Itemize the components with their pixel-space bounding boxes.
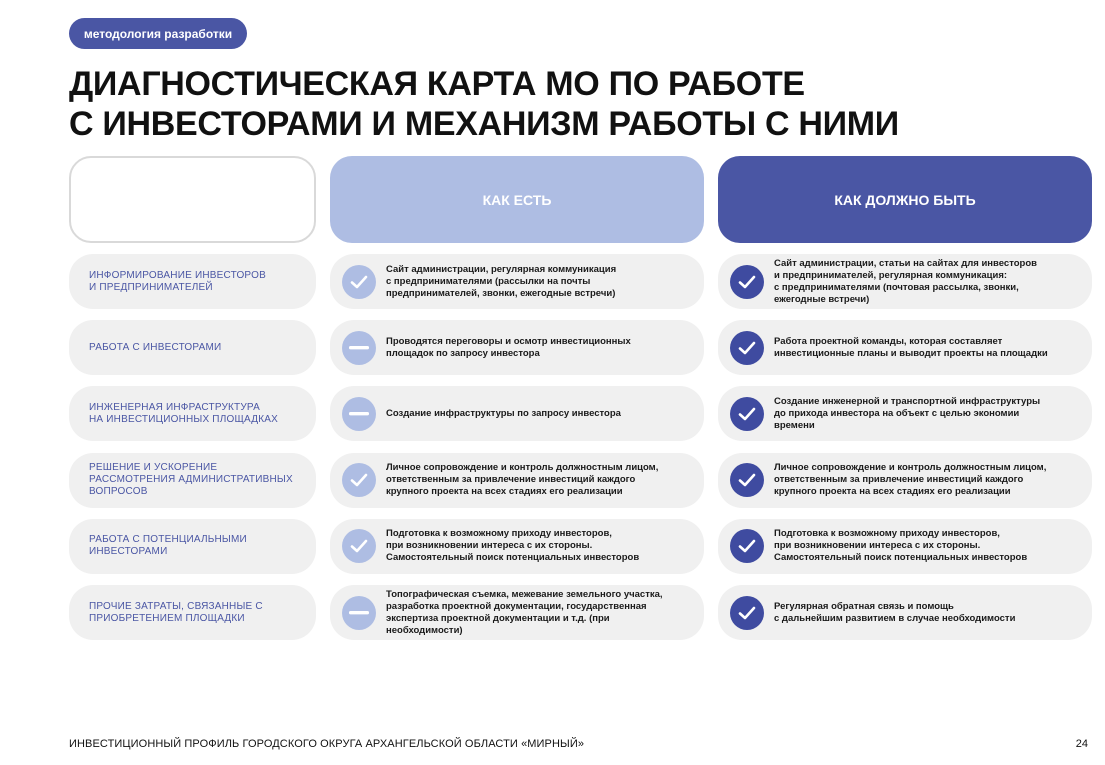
current-state-text	[386, 528, 639, 564]
row-label-line: ПРОЧИЕ ЗАТРАТЫ, СВЯЗАННЫЕ С	[89, 600, 263, 612]
current-state-cell	[330, 585, 704, 640]
current-state-cell	[330, 386, 704, 441]
check-icon	[730, 397, 764, 431]
current-state-text-line: Подготовка к возможному приходу инвесторов,	[386, 528, 612, 540]
target-state-cell	[718, 519, 1092, 574]
page-title-line-2: С ИНВЕСТОРАМИ И МЕХАНИЗМ РАБОТЫ С НИМИ	[69, 105, 899, 143]
current-state-text-line: экспертиза проектной документации и т.д. (при	[386, 612, 610, 624]
target-state-text-line: Самостоятельный поиск потенциальных инвесторов	[774, 552, 1028, 564]
page-number: 24	[1075, 738, 1088, 750]
target-state-text	[774, 396, 1040, 432]
current-state-text-line: крупного проекта на всех стадиях его реализации	[386, 486, 623, 498]
footer-text: ИНВЕСТИЦИОННЫЙ ПРОФИЛЬ ГОРОДСКОГО ОКРУГА АРХАНГЕЛЬСКОЙ ОБЛАСТИ «МИРНЫЙ»	[69, 738, 585, 750]
page-title	[69, 64, 899, 144]
current-state-text-line: Самостоятельный поиск потенциальных инвесторов	[386, 552, 640, 564]
header-current-state: КАК ЕСТЬ	[330, 156, 704, 243]
page-title-line-1: ДИАГНОСТИЧЕСКАЯ КАРТА МО ПО РАБОТЕ	[69, 65, 805, 103]
current-state-text-line: Топографическая съемка, межевание земельного участка,	[386, 588, 663, 600]
target-state-cell	[718, 585, 1092, 640]
table-row	[0, 519, 1105, 574]
current-state-text-line: площадок по запросу инвестора	[386, 347, 540, 359]
row-label-line: ПРИОБРЕТЕНИЕМ ПЛОЩАДКИ	[89, 612, 245, 624]
current-state-text-line: разработка проектной документации, государственная	[386, 600, 647, 612]
current-state-text-line: при возникновении интереса с их стороны.	[386, 540, 593, 552]
target-state-text-line: при возникновении интереса с их стороны.	[774, 540, 981, 552]
target-state-text	[774, 528, 1027, 564]
row-label-cell	[69, 320, 316, 375]
row-label	[89, 270, 266, 294]
row-label	[89, 601, 263, 625]
row-label-line: РАБОТА С ИНВЕСТОРАМИ	[89, 341, 222, 353]
row-label-cell	[69, 254, 316, 309]
current-state-text	[386, 462, 658, 498]
target-state-text	[774, 336, 1048, 360]
header-empty-cell	[69, 156, 316, 243]
target-state-cell	[718, 254, 1092, 309]
current-state-text-line: предпринимателей, звонки, ежегодные встречи)	[386, 287, 616, 299]
table-row	[0, 585, 1105, 640]
current-state-text	[386, 336, 631, 360]
header-target-state: КАК ДОЛЖНО БЫТЬ	[718, 156, 1092, 243]
target-state-text	[774, 462, 1046, 498]
check-icon	[730, 463, 764, 497]
row-label-cell	[69, 585, 316, 640]
target-state-cell	[718, 453, 1092, 508]
row-label-line: НА ИНВЕСТИЦИОННЫХ ПЛОЩАДКАХ	[89, 413, 278, 425]
target-state-text-line: Личное сопровождение и контроль должностным лицом,	[774, 462, 1047, 474]
row-label-line: ВОПРОСОВ	[89, 486, 148, 498]
current-state-text-line: необходимости)	[386, 624, 463, 636]
check-icon	[730, 265, 764, 299]
row-label	[89, 402, 278, 426]
row-label-line: ИНФОРМИРОВАНИЕ ИНВЕСТОРОВ	[89, 269, 266, 281]
minus-icon	[342, 331, 376, 365]
target-state-cell	[718, 320, 1092, 375]
target-state-text	[774, 601, 1015, 625]
check-icon	[730, 596, 764, 630]
check-icon	[342, 265, 376, 299]
row-label-line: РАБОТА С ПОТЕНЦИАЛЬНЫМИ	[89, 534, 247, 546]
target-state-cell	[718, 386, 1092, 441]
row-label-line: РАССМОТРЕНИЯ АДМИНИСТРАТИВНЫХ	[89, 474, 293, 486]
row-label	[89, 342, 221, 354]
row-label	[89, 534, 247, 558]
current-state-text	[386, 264, 616, 300]
minus-icon	[342, 596, 376, 630]
target-state-text-line: Работа проектной команды, которая составляет	[774, 335, 1003, 347]
row-label-cell	[69, 519, 316, 574]
row-label-cell	[69, 453, 316, 508]
current-state-text-line: Личное сопровождение и контроль должностным лицом,	[386, 462, 659, 474]
row-label-line: ИНВЕСТОРАМИ	[89, 546, 168, 558]
current-state-cell	[330, 519, 704, 574]
target-state-text-line: инвестиционные планы и выводит проекты на площадки	[774, 347, 1048, 359]
target-state-text-line: времени	[774, 419, 815, 431]
table-row	[0, 320, 1105, 375]
section-badge: методология разработки	[69, 18, 247, 49]
current-state-cell	[330, 320, 704, 375]
row-label-line: И ПРЕДПРИНИМАТЕЛЕЙ	[89, 281, 213, 293]
target-state-text-line: ежегодные встречи)	[774, 293, 870, 305]
target-state-text-line: Регулярная обратная связь и помощь	[774, 600, 954, 612]
table-row	[0, 453, 1105, 508]
row-label-cell	[69, 386, 316, 441]
target-state-text-line: и предпринимателей, регулярная коммуникация:	[774, 269, 1008, 281]
check-icon	[730, 529, 764, 563]
target-state-text	[774, 258, 1037, 306]
current-state-text	[386, 408, 621, 420]
row-label	[89, 462, 293, 498]
current-state-text-line: Сайт администрации, регулярная коммуникация	[386, 263, 617, 275]
current-state-text-line: Проводятся переговоры и осмотр инвестиционных	[386, 335, 631, 347]
check-icon	[342, 463, 376, 497]
check-icon	[342, 529, 376, 563]
current-state-text-line: с предпринимателями (рассылки на почты	[386, 275, 591, 287]
target-state-text-line: Подготовка к возможному приходу инвесторов,	[774, 528, 1000, 540]
target-state-text-line: с предпринимателями (почтовая рассылка, звонки,	[774, 281, 1019, 293]
table-row	[0, 386, 1105, 441]
current-state-cell	[330, 453, 704, 508]
row-label-line: РЕШЕНИЕ И УСКОРЕНИЕ	[89, 462, 218, 474]
target-state-text-line: с дальнейшим развитием в случае необходимости	[774, 612, 1016, 624]
target-state-text-line: до прихода инвестора на объект с целью экономии	[774, 407, 1020, 419]
row-label-line: ИНЖЕНЕРНАЯ ИНФРАСТРУКТУРА	[89, 401, 260, 413]
table-row	[0, 254, 1105, 309]
target-state-text-line: крупного проекта на всех стадиях его реализации	[774, 486, 1011, 498]
minus-icon	[342, 397, 376, 431]
target-state-text-line: ответственным за привлечение инвестиций каждого	[774, 474, 1024, 486]
current-state-text	[386, 589, 663, 637]
current-state-text-line: Создание инфраструктуры по запросу инвестора	[386, 407, 621, 419]
target-state-text-line: Создание инженерной и транспортной инфраструктуры	[774, 395, 1041, 407]
current-state-text-line: ответственным за привлечение инвестиций каждого	[386, 474, 636, 486]
current-state-cell	[330, 254, 704, 309]
target-state-text-line: Сайт администрации, статьи на сайтах для инвесторов	[774, 257, 1037, 269]
check-icon	[730, 331, 764, 365]
